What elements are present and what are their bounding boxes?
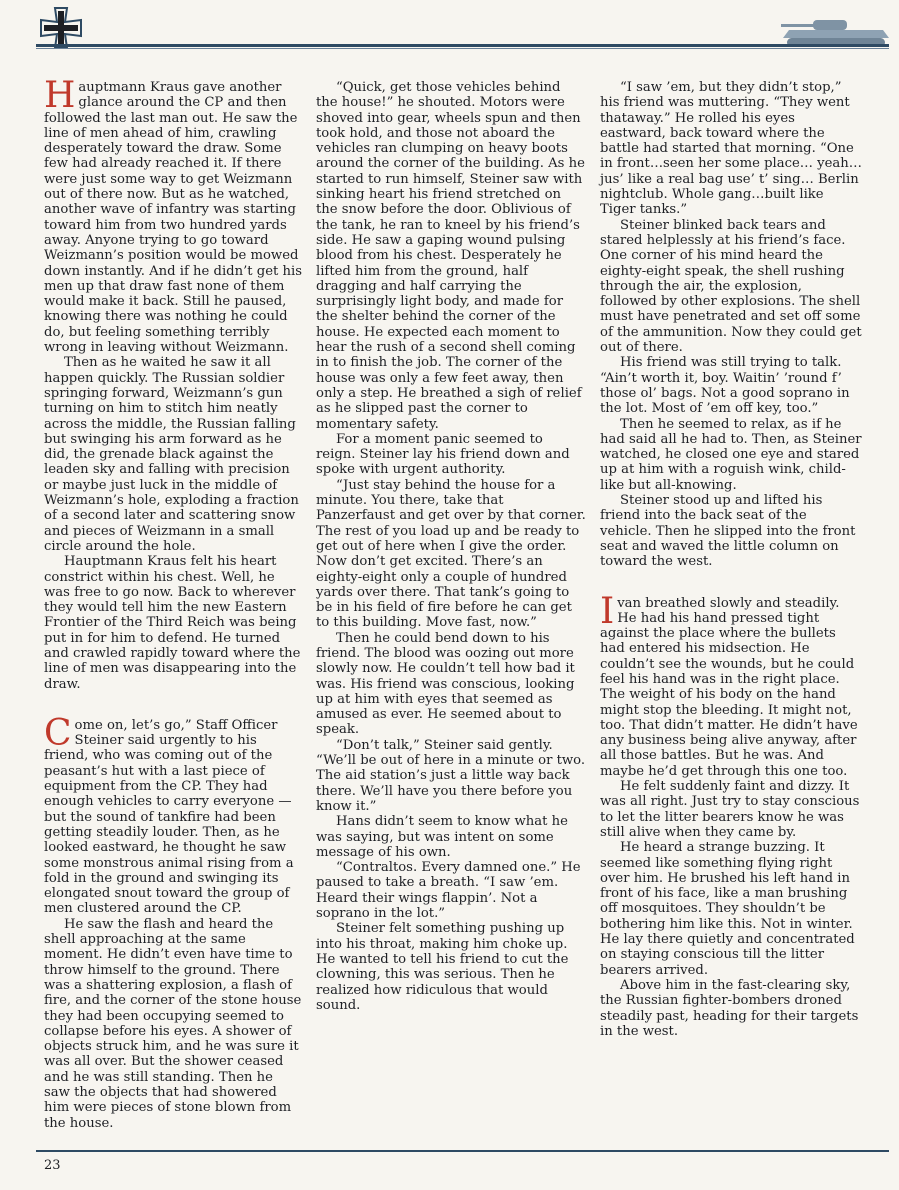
paragraph: “I saw ’em, but they didn’t stop,” his friend was muttering. “They went thataway.” He rolled his eyes eastward, back toward where the battle had started that morning. “One in front…seen her some place… yeah…jus’ like a real bag use’ t’ sing… Berlin nightclub. Whole gang…built like Tiger tanks.” (600, 80, 862, 218)
paragraph: “Don’t talk,” Steiner said gently. “We’ll be out of here in a minute or two. The aid station’s just a little way back there. We’ll have you there before you know it.” (316, 737, 586, 814)
paragraph: Hauptmann Kraus felt his heart constrict within his chest. Well, he was free to go now. Back to wherever they would tell him the new Eastern Frontier of the Third Reich was being put in for him to defend. He turned and crawled rapidly toward where the line of men was disappearing into the draw. (44, 554, 301, 692)
header-rule-thin (36, 48, 889, 49)
paragraph: Then as he waited he saw it all happen quickly. The Russian soldier springing forward, Weizmann’s gun turning on him to stitch him neatly across the middle, the Russian falling but swinging his arm forward as he did, the grenade black against the leaden sky and falling with precision or maybe just luck in the middle of Weizmann’s hole, exploding a fraction of a second later and scattering snow and pieces of Weizmann in a small circle around the hole. (44, 355, 299, 554)
text-column-2 (316, 80, 586, 1013)
paragraph: He heard a strange buzzing. It seemed like something flying right over him. He brushed his left hand in front of his face, like a man brushing off mosquitoes. They shouldn’t be bothering him like this. Not in winter. He lay there quietly and concentrated on staying conscious till the litter bearers arrived. (600, 840, 855, 978)
paragraph: “Quick, get those vehicles behind the house!” he shouted. Motors were shoved into gear, wheels spun and then took hold, and those not aboard the vehicles ran clumping on heavy boots around the corner of the building. As he started to run himself, Steiner saw with sinking heart his friend stretched on the snow before the door. Oblivious of the tank, he ran to kneel by his friend’s side. He saw a gaping wound pulsing blood from his chest. Desperately he lifted him from the ground, half dragging and half carrying the surprisingly light body, and made for the shelter behind the corner of the house. He expected each moment to hear the rush of a second shell coming in to finish the job. The corner of the house was only a few feet away, then only a step. He breathed a sigh of relief as he slipped past the corner to momentary safety. (316, 80, 585, 432)
paragraph: “Contraltos. Every damned one.” He paused to take a breath. “I saw ’em. Heard their wings flappin’. Not a soprano in the lot.” (316, 860, 581, 922)
paragraph: Then he could bend down to his friend. The blood was oozing out more slowly now. He couldn’t tell how bad it was. His friend was conscious, looking up at him with eyes that seemed as amused as ever. He seemed about to speak. (316, 630, 575, 738)
paragraph: Hans didn’t seem to know what he was saying, but was intent on some message of his own. (316, 814, 568, 860)
paragraph: Steiner stood up and lifted his friend into the back seat of the vehicle. Then he slipped into the front seat and waved the little column on toward the west. (600, 493, 856, 570)
footer-rule (36, 1150, 889, 1152)
page-number: 23 (44, 1158, 61, 1173)
drop-cap: I (600, 590, 615, 632)
paragraph: Hauptmann Kraus gave another glance around the CP and then followed the last man out. He saw the line of men ahead of him, crawling desperately toward the draw. Some few had already reached it. If there were just some way to get Weizmann out of there now. But as he watched, another wave of infantry was starting toward him from two hundred yards away. Anyone trying to go toward Weizmann’s position would be mowed down instantly. And if he didn’t get his men up that draw fast none of them would make it back. Still he paused, knowing there was nothing he could do, but feeling something terribly wrong in leaving without Weizmann. (44, 75, 303, 356)
paragraph: Come on, let’s go,” Staff Officer Steiner said urgently to his friend, who was coming out of the peasant’s hut with a last piece of equipment from the CP. They had enough vehicles to carry everyone — but the sound of tankfire had been getting steadily louder. Then, as he looked eastward, he thought he saw some monstrous animal rising from a fold in the ground and swinging its elongated snout toward the group of men clustered around the CP. (44, 712, 294, 917)
paragraph: Above him in the fast-clearing sky, the Russian fighter-bombers droned steadily past, heading for their targets in the west. (600, 977, 859, 1039)
drop-cap: C (44, 712, 72, 754)
text-column-1 (44, 75, 303, 1131)
paragraph: Steiner blinked back tears and stared helplessly at his friend’s face. One corner of his mind heard the eighty-eight speak, the shell rushing through the air, the explosion, followed by other explosions. The shell must have penetrated and set off some of the ammunition. Now they could get out of there. (600, 217, 862, 356)
paragraph: “Just stay behind the house for a minute. You there, take that Panzerfaust and get over by that corner. The rest of you load up and be ready to get out of here when I give the order. Now don’t get excited. There’s an eighty-eight only a couple of hundred yards over there. That tank’s going to be in his field of fire before he can get to this building. Move fast, now.” (316, 477, 586, 631)
text-column-3 (600, 80, 862, 1039)
paragraph: Ivan breathed slowly and steadily. He had his hand pressed tight against the place where the bullets had entered his midsection. He couldn’t see the wounds, but he could feel his hand was in the right place. The weight of his body on the hand might stop the bleeding. It might not, too. That didn’t matter. He didn’t have any business being alive anyway, after all those battles. But he was. And maybe he’d get through this one too. (600, 590, 858, 779)
paragraph: He felt suddenly faint and dizzy. It was all right. Just try to stay conscious to let the litter bearers know he was still alive when they came by. (600, 779, 860, 840)
header-rule (36, 44, 889, 47)
paragraph: His friend was still trying to talk. “Ain’t worth it, boy. Waitin’ ’round f’ those ol’ bags. Not a good soprano in the lot. Most of ’em off key, too.” (600, 355, 850, 417)
paragraph: Then he seemed to relax, as if he had said all he had to. Then, as Steiner watched, he closed one eye and stared up at him with a roguish wink, child-like but all-knowing. (600, 416, 862, 493)
paragraph: He saw the flash and heard the shell approaching at the same moment. He didn’t even have time to throw himself to the ground. There was a shattering explosion, a flash of fire, and the corner of the stone house they had been occupying seemed to collapse before his eyes. A shower of objects struck him, and he was sure it was all over. But the shower ceased and he was still standing. Then he saw the objects that had showered him were pieces of stone blown from the house. (44, 916, 302, 1131)
drop-cap: H (44, 75, 76, 116)
iron-cross-icon (40, 7, 82, 49)
paragraph: For a moment panic seemed to reign. Steiner lay his friend down and spoke with urgent authority. (316, 431, 570, 478)
paragraph: Steiner felt something pushing up into his throat, making him choke up. He wanted to tell his friend to cut the clowning, this was serious. Then he realized how ridiculous that would sound. (316, 921, 569, 1013)
